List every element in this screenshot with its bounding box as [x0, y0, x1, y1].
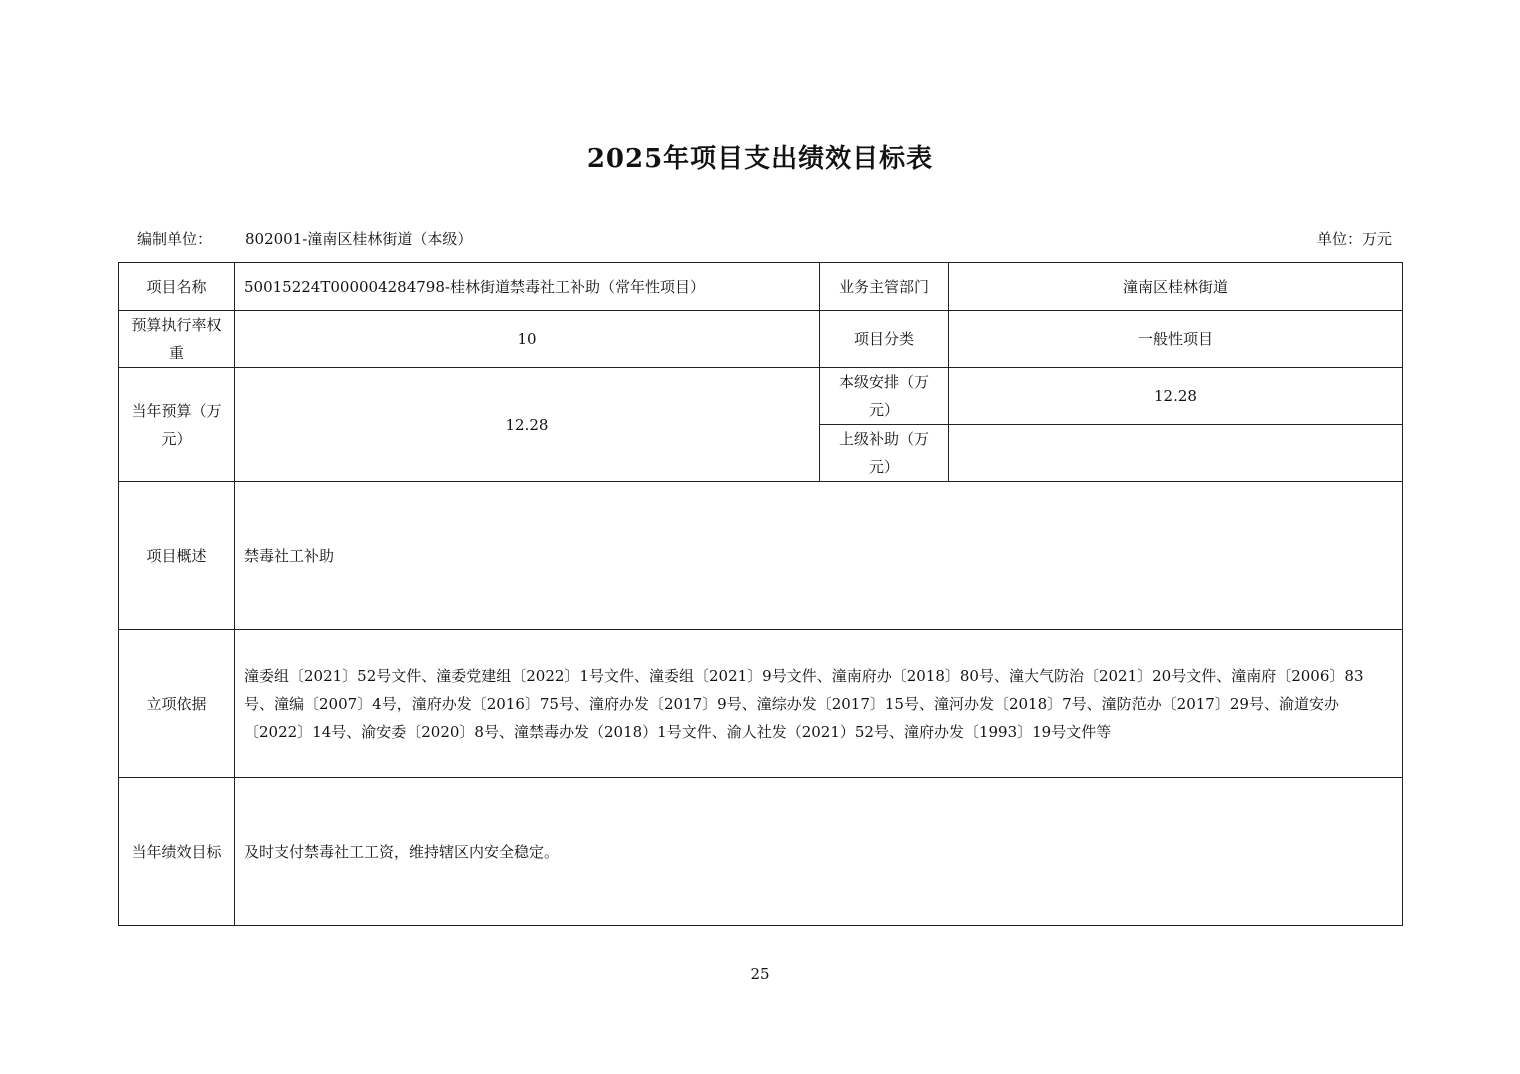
compiling-unit-value: 802001-潼南区桂林街道（本级） [245, 230, 473, 248]
exec-rate-value: 10 [235, 311, 820, 368]
table-row [119, 630, 1403, 778]
local-arrangement-value: 12.28 [949, 368, 1403, 425]
table-row [119, 368, 1403, 425]
dept-value: 潼南区桂林街道 [949, 263, 1403, 311]
currency-unit: 单位：万元 [1316, 230, 1392, 248]
category-label: 项目分类 [820, 311, 949, 368]
summary-value: 禁毒社工补助 [235, 482, 1403, 630]
goal-value: 及时支付禁毒社工工资，维持辖区内安全稳定。 [235, 778, 1403, 926]
project-name-label: 项目名称 [119, 263, 235, 311]
basis-value: 潼委组〔2021〕52号文件、潼委党建组〔2022〕1号文件、潼委组〔2021〕9号文件、潼南府办〔2018〕80号、潼大气防治〔2021〕20号文件、潼南府〔2006〕83号、潼编〔2007〕4号，潼府办发〔2016〕75号、潼府办发〔2017〕9号、潼综办发〔2017〕15号、潼河办发〔2018〕7号、潼防范办〔2017〕29号、渝道安办〔2022〕14号、渝安委〔2020〕8号、潼禁毒办发（2018）1号文件、渝人社发（2021）52号、潼府办发〔1993〕19号文件等 [235, 630, 1403, 778]
performance-target-table [118, 262, 1403, 926]
project-name-value: 50015224T000004284798-桂林街道禁毒社工补助（常年性项目） [235, 263, 820, 311]
table-row [119, 263, 1403, 311]
budget-value: 12.28 [235, 368, 820, 482]
category-value: 一般性项目 [949, 311, 1403, 368]
page-number: 25 [750, 965, 770, 983]
table-row [119, 482, 1403, 630]
table-row [119, 311, 1403, 368]
superior-subsidy-label: 上级补助（万元） [820, 425, 949, 482]
exec-rate-label: 预算执行率权重 [119, 311, 235, 368]
superior-subsidy-value [949, 425, 1403, 482]
goal-label: 当年绩效目标 [119, 778, 235, 926]
table-row [119, 778, 1403, 926]
compiling-unit-label: 编制单位： [137, 230, 213, 248]
basis-label: 立项依据 [119, 630, 235, 778]
summary-label: 项目概述 [119, 482, 235, 630]
dept-label: 业务主管部门 [820, 263, 949, 311]
document-title: 2025年项目支出绩效目标表 [586, 144, 934, 174]
budget-label: 当年预算（万元） [119, 368, 235, 482]
local-arrangement-label: 本级安排（万元） [820, 368, 949, 425]
